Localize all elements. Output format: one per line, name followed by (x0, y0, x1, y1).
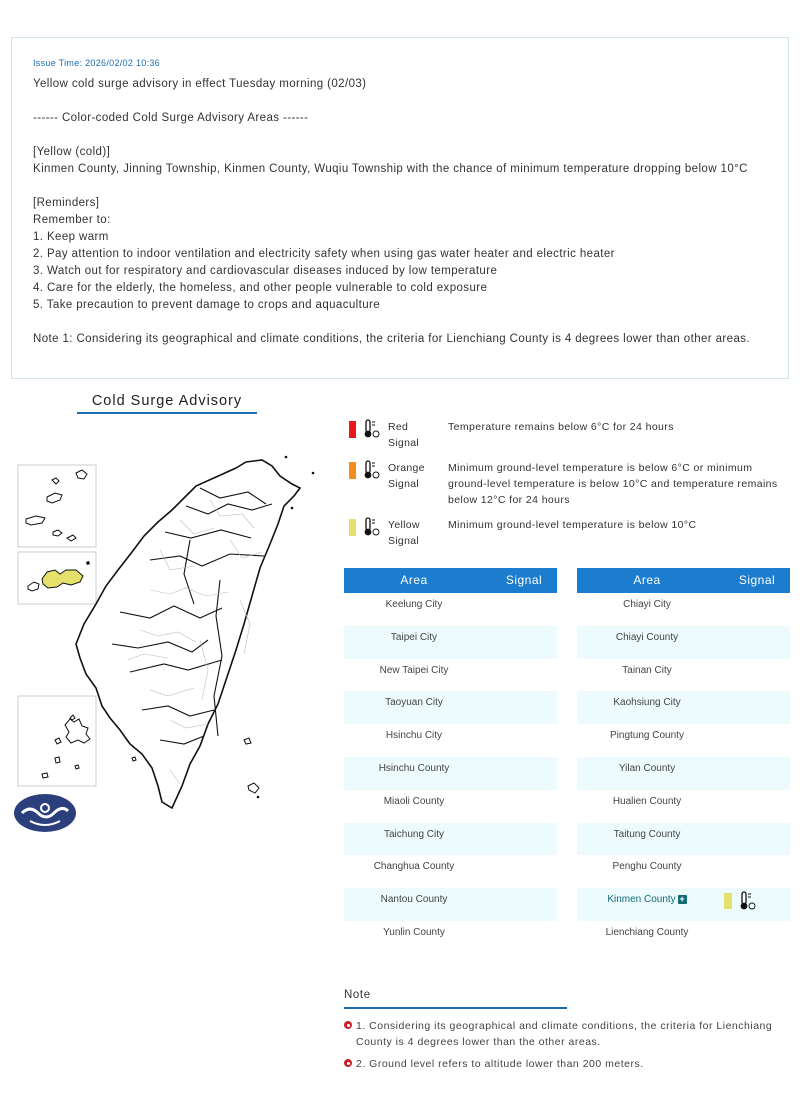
bullet-icon (344, 1059, 352, 1067)
area-name-text: Hsinchu County (378, 762, 450, 774)
area-name-text: Taitung County (613, 828, 681, 840)
table-row (344, 823, 557, 856)
notice-line: Kinmen County, Jinning Township, Kinmen County, Wuqiu Township with the chance of minimum temperature dropping below 10°C (33, 163, 748, 175)
table-row (344, 593, 557, 626)
legend-orange (347, 460, 787, 510)
notice-line: 2. Pay attention to indoor ventilation and electricity safety when using gas water heater and electric heater (33, 248, 615, 260)
table-row (344, 724, 557, 757)
notice-spacer (33, 127, 768, 144)
area-name (577, 599, 717, 610)
area-table-right (577, 568, 790, 954)
table-row (344, 757, 557, 790)
bullet-icon (344, 1021, 352, 1029)
thermometer-icon (362, 419, 380, 439)
table-row (577, 757, 790, 790)
area-name-text: Keelung City (385, 599, 443, 610)
area-name (344, 632, 484, 643)
area-name-text: Yilan County (618, 762, 676, 774)
area-name-text: Tainan City (622, 664, 672, 676)
table-row (577, 593, 790, 626)
area-table-left (344, 568, 557, 954)
area-column-header: Area (400, 573, 428, 587)
table-row (344, 790, 557, 823)
notice-line: 4. Care for the elderly, the homeless, and other people vulnerable to cold exposure (33, 282, 488, 294)
area-name (577, 697, 717, 708)
area-name-text: Chiayi City (623, 599, 671, 610)
area-name (577, 861, 717, 872)
issue-time: Issue Time: 2026/02/02 10:36 (33, 58, 160, 68)
notice-spacer (33, 314, 768, 331)
table-row (577, 659, 790, 692)
notice-line: [Yellow (cold)] (33, 146, 111, 158)
table-row (577, 691, 790, 724)
area-name (344, 927, 484, 938)
note-item (344, 1018, 784, 1050)
area-name-text: Miaoli County (383, 795, 445, 807)
notice-line: ------ Color-coded Cold Surge Advisory Areas ------ (33, 112, 309, 124)
thermometer-icon (362, 517, 380, 537)
yellow-signal-indicator (724, 891, 764, 913)
table-row (577, 921, 790, 954)
table-row (577, 888, 790, 921)
signal-column-header: Signal (505, 573, 543, 587)
orange-signal-label: Orange Signal (388, 462, 425, 490)
area-name-text: Taichung City (383, 828, 445, 840)
yellow-signal-description: Minimum ground-level temperature is below 10°C (448, 519, 697, 531)
area-column-header: Area (633, 573, 661, 587)
area-name-text: Kaohsiung City (613, 697, 681, 709)
notice-line: [Reminders] (33, 197, 100, 209)
area-name (344, 665, 484, 676)
advisory-notice (11, 37, 789, 379)
area-name (344, 829, 484, 840)
area-name-text: Taoyuan City (385, 697, 443, 709)
map-title: Cold Surge Advisory (77, 393, 257, 414)
cwa-logo[interactable] (14, 794, 76, 832)
notice-line: 1. Keep warm (33, 231, 109, 243)
notice-line: Remember to: (33, 214, 111, 226)
area-name-text: Taipei City (390, 631, 438, 643)
area-name (344, 763, 484, 774)
yellow-signal-label: Yellow Signal (388, 519, 420, 547)
notice-line: 3. Watch out for respiratory and cardiovascular diseases induced by low temperature (33, 265, 498, 277)
area-name (344, 861, 484, 872)
notice-spacer (33, 93, 768, 110)
area-name (344, 599, 484, 610)
yellow-swatch (724, 893, 732, 909)
table-row (577, 790, 790, 823)
map-svg[interactable] (0, 440, 330, 840)
notice-spacer (33, 178, 768, 195)
area-name-text: Lienchiang County (605, 926, 689, 938)
table-row (577, 724, 790, 757)
table-header (577, 568, 790, 593)
area-name-text: New Taipei City (379, 664, 449, 676)
area-name-text: Changhua County (373, 861, 455, 873)
table-row (344, 626, 557, 659)
area-name-text: Hsinchu City (385, 730, 443, 742)
area-name (577, 632, 717, 643)
area-name-text: Nantou County (380, 894, 448, 906)
area-name-text: Hualien County (612, 795, 682, 807)
notice-line: Yellow cold surge advisory in effect Tuesday morning (02/03) (33, 78, 367, 90)
red-signal-description: Temperature remains below 6°C for 24 hours (448, 421, 674, 433)
area-name (577, 796, 717, 807)
area-name (344, 697, 484, 708)
red-signal-label: Red Signal (388, 421, 419, 449)
area-name (577, 763, 717, 774)
area-name-text: Penghu County (612, 861, 682, 873)
table-row (577, 855, 790, 888)
area-name (344, 894, 484, 905)
table-row (344, 888, 557, 921)
taiwan-map[interactable] (0, 440, 330, 840)
area-name (577, 730, 717, 741)
area-name (577, 829, 717, 840)
table-row (577, 626, 790, 659)
note-text: 1. Considering its geographical and climate conditions, the criteria for Lienchiang County is 4 degrees lower than the other areas. (356, 1020, 773, 1048)
expand-plus-icon[interactable]: + (679, 894, 685, 905)
taiwan-main-island[interactable] (76, 456, 314, 808)
table-row (344, 691, 557, 724)
area-name-text: Pingtung County (610, 730, 684, 742)
notice-line: Note 1: Considering its geographical and climate conditions, the criteria for Lienchiang County is 4 degrees lower than other areas. (33, 333, 750, 345)
note-text: 2. Ground level refers to altitude lower than 200 meters. (356, 1058, 644, 1070)
yellow-swatch (349, 519, 356, 536)
table-header (344, 568, 557, 593)
area-name[interactable] (577, 894, 717, 905)
table-row (344, 921, 557, 954)
signal-column-header: Signal (738, 573, 776, 587)
table-row (344, 855, 557, 888)
thermometer-icon (362, 460, 380, 480)
legend-yellow (347, 517, 787, 553)
notice-body (33, 76, 768, 348)
table-row (577, 823, 790, 856)
thermometer-icon (738, 891, 756, 911)
area-name (577, 927, 717, 938)
area-name-text: Chiayi County (615, 631, 679, 643)
note-title: Note (344, 989, 567, 1009)
area-name (344, 730, 484, 741)
legend-red (347, 419, 787, 455)
orange-swatch (349, 462, 356, 479)
area-name (577, 665, 717, 676)
notice-line: 5. Take precaution to prevent damage to crops and aquaculture (33, 299, 381, 311)
orange-signal-description: Minimum ground-level temperature is below 6°C or minimum ground-level temperature is below 10°C and temperature remains below 12°C for 24 hours (448, 462, 778, 506)
red-swatch (349, 421, 356, 438)
area-name (344, 796, 484, 807)
area-name-text[interactable]: Kinmen County (607, 894, 676, 906)
table-row (344, 659, 557, 692)
area-name-text: Yunlin County (383, 926, 445, 938)
note-item (344, 1056, 784, 1072)
